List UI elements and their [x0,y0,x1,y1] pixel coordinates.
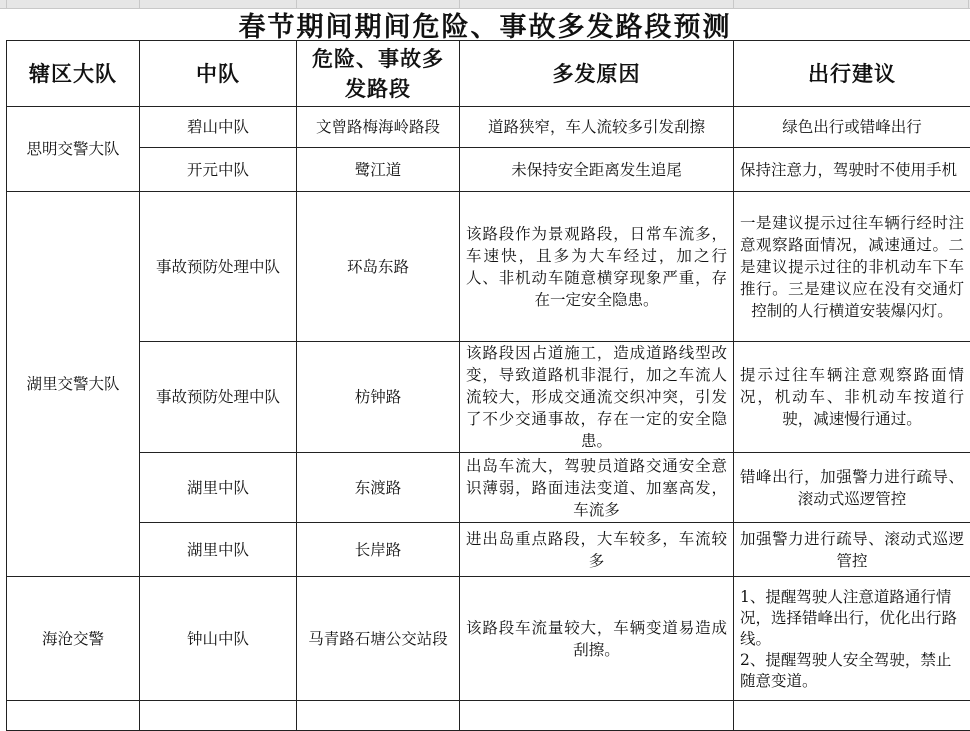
road-cell: 东渡路 [297,453,460,523]
advice-line: 1、提醒驾驶人注意道路通行情况，选择错峰出行，优化出行路线。 [740,587,964,650]
cause-cell: 未保持安全距离发生追尾 [460,148,734,192]
advice-cell: 加强警力进行疏导、滚动式巡逻管控 [734,523,970,577]
brigade-cell: 海沧交警 [7,577,140,701]
brigade-cell: 湖里交警大队 [7,192,140,577]
advice-cell: 错峰出行，加强警力进行疏导、滚动式巡逻管控 [734,453,970,523]
table-row [7,107,970,148]
table-row [7,453,970,523]
table-row-partial [7,701,970,731]
squadron-cell: 事故预防处理中队 [140,192,297,342]
cause-cell: 进出岛重点路段，大车较多，车流较多 [460,523,734,577]
advice-cell: 一是建议提示过往车辆行经时注意观察路面情况，减速通过。二是建议提示过往的非机动车下车推行。三是建议应在没有交通灯控制的人行横道安装爆闪灯。 [734,192,970,342]
advice-line: 2、提醒驾驶人安全驾驶，禁止随意变道。 [740,650,964,692]
squadron-cell: 碧山中队 [140,107,297,148]
page-title: 春节期间期间危险、事故多发路段预测 [0,8,970,40]
road-cell: 马青路石塘公交站段 [297,577,460,701]
road-cell: 鹭江道 [297,148,460,192]
advice-cell [734,577,970,701]
header-row [7,41,970,107]
squadron-cell: 开元中队 [140,148,297,192]
road-cell: 枋钟路 [297,342,460,453]
table-row [7,342,970,453]
cause-cell: 该路段因占道施工，造成道路线型改变，导致道路机非混行，加之车流人流较大，形成交通流交织冲突，引发了不少交通事故，存在一定的安全隐患。 [460,342,734,453]
road-cell: 文曾路梅海岭路段 [297,107,460,148]
header-cause: 多发原因 [460,41,734,107]
advice-cell: 提示过往车辆注意观察路面情况，机动车、非机动车按道行驶，减速慢行通过。 [734,342,970,453]
table-row [7,148,970,192]
advice-cell: 绿色出行或错峰出行 [734,107,970,148]
table-row [7,577,970,701]
header-squadron: 中队 [140,41,297,107]
squadron-cell: 钟山中队 [140,577,297,701]
header-brigade: 辖区大队 [7,41,140,107]
brigade-cell: 思明交警大队 [7,107,140,192]
road-cell: 环岛东路 [297,192,460,342]
header-road: 危险、事故多发路段 [297,41,460,107]
squadron-cell: 湖里中队 [140,453,297,523]
squadron-cell: 湖里中队 [140,523,297,577]
cause-cell: 出岛车流大，驾驶员道路交通安全意识薄弱，路面违法变道、加塞高发，车流多 [460,453,734,523]
cause-cell: 道路狭窄，车人流较多引发刮擦 [460,107,734,148]
cause-cell: 该路段作为景观路段，日常车流多，车速快，且多为大车经过，加之行人、非机动车随意横穿现象严重，存在一定安全隐患。 [460,192,734,342]
cause-cell: 该路段车流量较大，车辆变道易造成刮擦。 [460,577,734,701]
table-row [7,192,970,342]
advice-cell: 保持注意力，驾驶时不使用手机 [734,148,970,192]
squadron-cell: 事故预防处理中队 [140,342,297,453]
table-row [7,523,970,577]
hazard-road-table [6,40,970,731]
road-cell: 长岸路 [297,523,460,577]
header-advice: 出行建议 [734,41,970,107]
